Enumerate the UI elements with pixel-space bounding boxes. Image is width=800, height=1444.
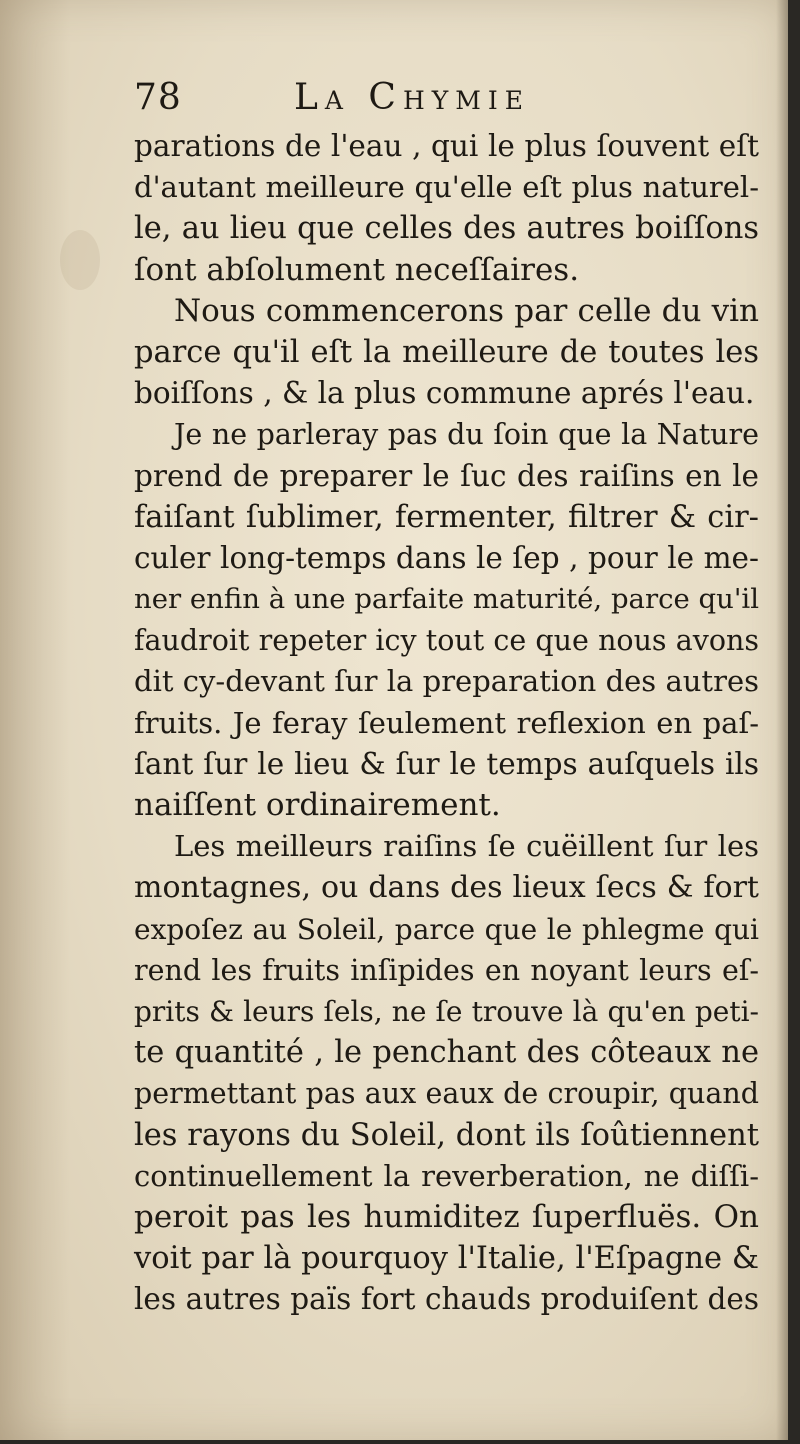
- running-head: [134, 70, 759, 126]
- text-line: voit par là pourquoy l'Italie, l'Eſpagne &: [134, 1241, 759, 1277]
- text-line: boiſſons , & la plus commune aprés l'eau.: [134, 376, 755, 411]
- text-line: ſont abſolument neceſſaires.: [134, 251, 580, 288]
- spine-shadow: [0, 0, 70, 1440]
- text-line: prits & leurs ſels, ne ſe trouve là qu'en peti-: [134, 994, 759, 1028]
- text-line: continuellement la reverberation, ne diſſi-: [134, 1158, 759, 1193]
- running-title: La Chymie: [294, 77, 530, 118]
- text-line: ſant ſur le lieu & ſur le temps auſquels ils: [134, 746, 759, 781]
- text-line: faiſant ſublimer, fermenter, filtrer & cir-: [134, 499, 759, 535]
- text-line: prend de preparer le ſuc des raiſins en le: [134, 458, 759, 493]
- text-line: dit cy-devant ſur la preparation des autres: [134, 664, 759, 699]
- text-line: peroit pas les humiditez ſuperfluës. On: [134, 1198, 759, 1235]
- page-edge: [776, 0, 788, 1440]
- text-line: naiſſent ordinairement.: [134, 787, 501, 823]
- text-line: rend les fruits inſipides en noyant leurs eſ-: [134, 953, 759, 987]
- paper-stain: [60, 230, 100, 290]
- body-text: [134, 126, 759, 1320]
- text-line: le, au lieu que celles des autres boiſſons: [134, 211, 759, 247]
- text-line: te quantité , le penchant des côteaux ne: [134, 1035, 759, 1071]
- text-line: d'autant meilleure qu'elle eſt plus naturel-: [134, 170, 759, 205]
- text-line: permettant pas aux eaux de croupir, quand: [134, 1077, 759, 1111]
- text-line: parations de l'eau , qui le plus ſouvent eſt: [134, 129, 759, 163]
- paragraph-start-line: Je ne parleray pas du ſoin que la Nature: [174, 418, 759, 452]
- text-line: expoſez au Soleil, parce que le phlegme qui: [134, 912, 759, 946]
- page-number: 78: [134, 77, 182, 118]
- text-line: fruits. Je feray ſeulement reflexion en paſ-: [134, 705, 759, 740]
- text-line: montagnes, ou dans des lieux ſecs & fort: [134, 870, 759, 906]
- paragraph-start-line: Nous commencerons par celle du vin: [174, 292, 759, 329]
- text-line: culer long-temps dans le ſep , pour le me-: [134, 540, 759, 575]
- text-line: ner enfin à une parfaite maturité, parce qu'il: [134, 583, 759, 616]
- text-line: faudroit repeter icy tout ce que nous avons: [134, 624, 759, 658]
- text-line: parce qu'il eſt la meilleure de toutes les: [134, 334, 759, 370]
- paragraph-start-line: Les meilleurs raiſins ſe cuëillent ſur les: [174, 829, 759, 864]
- text-line: les autres païs fort chauds produiſent des: [134, 1282, 759, 1317]
- text-block: [134, 70, 759, 1320]
- text-line: les rayons du Soleil, dont ils ſoûtiennent: [134, 1117, 759, 1153]
